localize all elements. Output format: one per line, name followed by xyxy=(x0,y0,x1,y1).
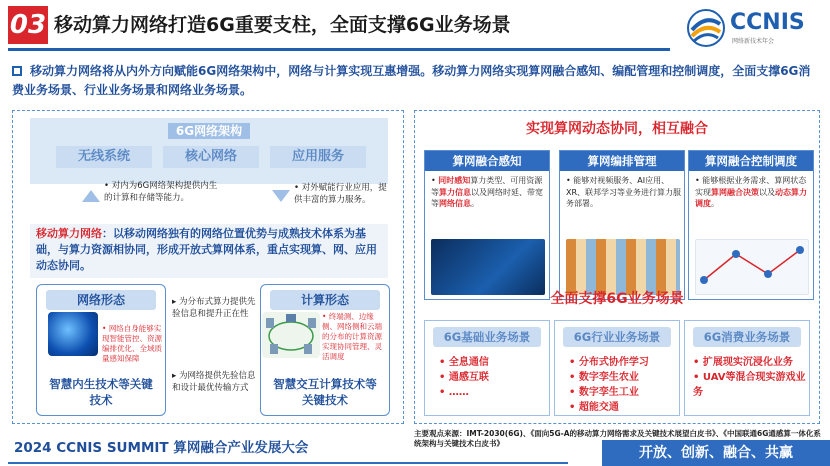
square-bullet-icon xyxy=(12,66,22,76)
list-item: • 超能交通 xyxy=(569,400,649,415)
ccnis-logo xyxy=(684,6,824,50)
mid-note-bottom: ▸ 为网络提供先验信息和设计最优传输方式 xyxy=(172,371,256,393)
compute-nodes-image xyxy=(262,312,320,358)
scene-industry-title: 6G行业业务场景 xyxy=(563,327,671,347)
list-item: • 通感互联 xyxy=(439,370,489,385)
note-outer: • 对外赋能行业应用，提供丰富的算力服务。 xyxy=(294,183,387,205)
orchestration-image xyxy=(566,239,680,295)
footer-slogan: 开放、创新、融合、共赢 xyxy=(602,440,830,466)
compute-label: 移动算力网络 xyxy=(36,227,102,240)
arch-title: 6G网络架构 xyxy=(168,123,250,139)
card-perception-body: • 同时感知算力类型、可用资源等算力信息以及网络时延、带宽等网络信息。 xyxy=(431,176,543,208)
scheduling-diagram-image xyxy=(695,239,809,295)
note-inner: • 对内为6G网络架构提供内生的计算和存储等能力。 xyxy=(104,181,218,203)
header-divider xyxy=(8,48,670,51)
up-arrow-icon xyxy=(82,190,100,202)
card-perception-title: 算网融合感知 xyxy=(425,151,549,171)
logo-text: CCNIS xyxy=(730,10,805,35)
card-scheduling-title: 算网融合控制调度 xyxy=(689,151,813,171)
card-orchestration-title: 算网编排管理 xyxy=(560,151,684,171)
scene-consumer-list xyxy=(693,355,809,400)
compute-network-text: 移动算力网络：以移动网络独有的网络位置优势与成熟技术体系为基础，与算力资源相协同，形成开放式算网体系，重点实现算、网、应用动态协同。 xyxy=(36,227,377,272)
compute-form-points: • 终端测、边缘侧、网络侧和云端的分布的计算资源实现协同管理、灵活调度 xyxy=(322,312,382,361)
card-scheduling-body: • 能够根据业务需求、算网状态实现算网融合决策以及动态算力调度。 xyxy=(695,176,807,208)
ccnis-logo-icon xyxy=(686,8,726,48)
scheduling-diagram-icon xyxy=(696,240,808,294)
mid-note-top: ▸ 为分布式算力提供先验信息和提升正在性 xyxy=(172,297,256,319)
scene-basic xyxy=(424,320,550,416)
network-brain-image xyxy=(48,312,98,356)
intro-paragraph xyxy=(12,62,818,100)
footer-source: 主要观点来源：IMT-2030(6G)、《面向5G-A的移动算力网络需求及关键技术展望白皮书》、《中国联通6G通感算一体化系统架构与关键技术白皮书》 xyxy=(414,429,821,448)
footer-event-name: 2024 CCNIS SUMMIT 算网融合产业发展大会 xyxy=(14,440,309,456)
list-item: • 分布式协作学习 xyxy=(569,355,649,370)
scene-industry-list xyxy=(569,355,649,415)
perception-dashboard-image xyxy=(431,239,545,295)
scene-basic-list xyxy=(439,355,489,400)
list-item: • 数字孪生农业 xyxy=(569,370,649,385)
list-item: • 扩展现实沉浸化业务 xyxy=(693,355,809,370)
pill-core: 核心网络 xyxy=(163,146,259,168)
right-title-top: 实现算网动态协同，相互融合 xyxy=(526,121,708,137)
intro-text: 移动算力网络将从内外方向赋能6G网络架构中，网络与计算实现互惠增强。移动算力网络实现算网融合感知、编配管理和控制调度，全面支撑6G消费业务场景、行业业务场景和网络业务场景。 xyxy=(12,64,811,97)
right-title-bottom: 全面支撑6G业务场景 xyxy=(550,291,684,307)
scene-consumer xyxy=(684,320,810,416)
compute-nodes-icon xyxy=(262,312,320,358)
network-form-caption: 智慧内生技术等关键技术 xyxy=(49,377,153,407)
logo-subtext: 网络新技术年会 xyxy=(732,38,775,45)
scene-consumer-title: 6G消费业务场景 xyxy=(693,327,801,347)
card-orchestration-body: • 能够对视频服务、AI应用、XR、联邦学习等业务进行算力服务部署。 xyxy=(566,176,682,208)
list-item: • UAV等混合现实游戏业务 xyxy=(693,370,809,400)
pill-wireless: 无线系统 xyxy=(56,146,152,168)
compute-form-title: 计算形态 xyxy=(270,290,380,310)
footer-divider xyxy=(8,462,568,464)
card-scheduling xyxy=(688,150,814,300)
list-item: • 数字孪生工业 xyxy=(569,385,649,400)
page-title: 移动算力网络打造6G重要支柱，全面支撑6G业务场景 xyxy=(54,14,511,36)
scene-industry xyxy=(554,320,680,416)
list-item: • 全息通信 xyxy=(439,355,489,370)
card-orchestration xyxy=(559,150,685,300)
pill-app: 应用服务 xyxy=(270,146,366,168)
card-perception xyxy=(424,150,550,300)
list-item: • …… xyxy=(439,385,489,400)
section-number: 03 xyxy=(8,6,48,44)
down-arrow-icon xyxy=(272,190,290,202)
network-form-points: • 网络自身能够实现智能管控、资源编排优化、全域质量感知保障 xyxy=(102,324,162,363)
compute-form-caption: 智慧交互计算技术等关键技术 xyxy=(273,377,377,407)
network-form-title: 网络形态 xyxy=(46,290,156,310)
scene-basic-title: 6G基础业务场景 xyxy=(433,327,541,347)
header xyxy=(0,0,830,56)
